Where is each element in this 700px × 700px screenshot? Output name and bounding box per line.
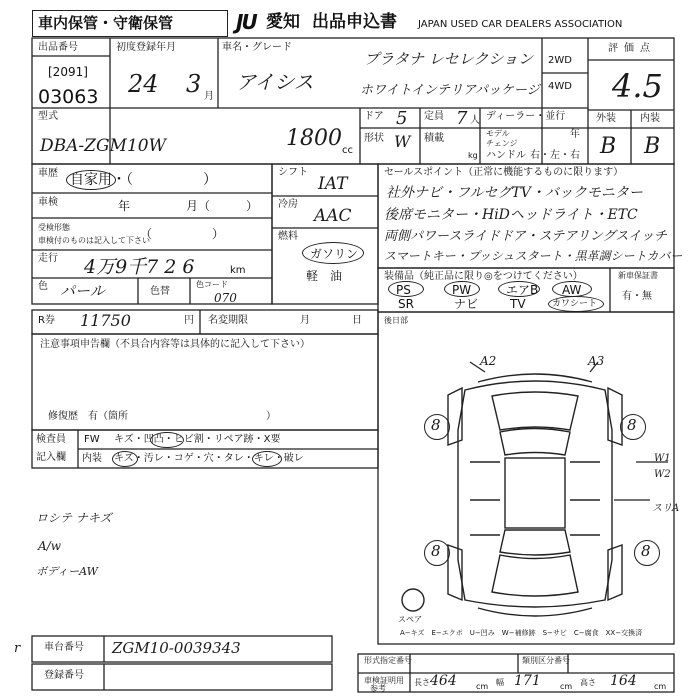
remark-3: ボディーAW: [36, 565, 98, 578]
ac-value: AAC: [314, 206, 352, 226]
color-code-label: 色コード: [196, 280, 228, 289]
lot-sub-number: [2091]: [48, 65, 88, 79]
color-value: パール: [60, 282, 105, 300]
warranty-options: 有・無: [622, 291, 652, 302]
cert-label: 車検証明用: [364, 676, 404, 685]
equip-pw-circle: [444, 281, 480, 297]
chassis-mark: r: [14, 641, 21, 656]
sales-points-label: セールスポイント（正常に機能するものに限ります）: [384, 167, 624, 178]
length-value: 464: [430, 673, 457, 689]
history-value: 自家用・（ ）: [70, 172, 217, 188]
score-label: 評価点: [608, 43, 656, 54]
type-label: 型式: [38, 111, 58, 122]
shape-label: 形状: [364, 133, 384, 144]
equipment-label: 装備品（純正品に限り◎をつけてください）: [384, 271, 583, 282]
load-unit: kg: [468, 151, 478, 160]
shift-value: IAT: [318, 174, 348, 194]
mark-front-left: A2: [480, 354, 497, 368]
exempt-sub: 車検付のものは記入して下さい: [38, 236, 150, 245]
model-change-label: モデル: [486, 129, 510, 138]
handle-options: 右・左・右: [530, 150, 580, 161]
change-label: チェンジ: [486, 139, 518, 148]
color-swap-label: 色替: [150, 286, 170, 297]
cc-value: 1800: [286, 126, 342, 151]
package: ホワイトインテリアパッケージ: [360, 83, 540, 98]
notes-label: 注意事項申告欄（不具合内容等は具体的に記入して下さい）: [40, 339, 310, 350]
shape-value: W: [394, 132, 411, 151]
grade: プラタナ レセレクション: [364, 50, 534, 68]
mark-side-3: スリA: [652, 503, 680, 514]
height-label: 高さ: [580, 678, 596, 687]
sales-point-3: 両側パワースライドドア・ステアリングスイッチ: [384, 229, 667, 244]
registration-month-unit: 月: [204, 91, 214, 102]
fuel-gasoline: ガソリン: [310, 247, 359, 261]
interior-label: 内装: [640, 113, 660, 124]
assoc-name: JAPAN USED CAR DEALERS ASSOCIATION: [418, 19, 623, 30]
equip-ps: PS: [396, 283, 411, 297]
mileage-value: 4万9千7 2 6: [84, 256, 195, 278]
inspection-month: 月（ ）: [186, 199, 259, 213]
equip-pw: PW: [452, 283, 472, 297]
model-name: アイシス: [236, 70, 314, 94]
cc-unit: cc: [342, 145, 353, 156]
lot-label: 出品番号: [38, 42, 78, 53]
recycle-unit: 円: [184, 315, 194, 326]
doors-value: 5: [396, 108, 408, 129]
registration-month: 3: [186, 70, 202, 98]
lot-number: 03063: [38, 86, 99, 108]
name-change-label: 名変期限: [208, 315, 248, 326]
inspection-circle-3: [252, 451, 282, 467]
load-label: 積載: [424, 133, 444, 144]
mileage-unit: km: [230, 265, 246, 276]
remark-2: A/w: [38, 539, 61, 553]
tire-rl: 8: [431, 542, 441, 560]
ju-logo: JU: [236, 10, 256, 34]
equip-ps-circle: [388, 281, 424, 297]
color-code: 070: [214, 291, 237, 305]
equip-leather: カワシート: [552, 299, 598, 309]
org-name: 愛知: [266, 12, 300, 32]
equip-leather-circle: [548, 296, 604, 312]
change-year: 年: [570, 129, 580, 140]
tire-fr: 8: [627, 416, 637, 434]
fuel-label: 燃料: [278, 231, 298, 242]
history-label: 車歴: [38, 168, 58, 179]
exterior-grade: B: [600, 134, 617, 159]
repair-label: 修復歴 有（箇所: [48, 411, 128, 422]
length-label: 長さ: [414, 678, 430, 687]
repair-close: ）: [266, 411, 276, 422]
mark-side-w1: W1: [654, 453, 671, 464]
mark-side-w2: W2: [654, 469, 671, 480]
name-change-month: 月: [300, 315, 310, 326]
width-label: 幅: [496, 678, 504, 687]
interior-grade: B: [644, 134, 661, 159]
inspection-circle-2: [112, 451, 138, 467]
recycle-value: 11750: [80, 311, 131, 330]
handle-label: ハンドル: [486, 150, 526, 161]
history-circle: [66, 170, 116, 190]
width-value: 171: [514, 673, 541, 689]
exempt-label: 受検形態: [38, 223, 70, 232]
length-unit: cm: [476, 682, 489, 691]
inspection-row2-prefix: 内装: [82, 453, 102, 464]
inspection-label: 車検: [38, 197, 58, 208]
capacity-unit: 人: [470, 115, 480, 126]
inspection-circle-1: [150, 432, 184, 448]
color-label: 色: [38, 281, 48, 292]
equip-aw-circle: [552, 281, 592, 297]
mark-front-right: A3: [588, 354, 605, 368]
equip-airbag: エアB: [506, 283, 539, 297]
inspector-label-2: 記入欄: [36, 452, 66, 463]
drive-2wd: 2WD: [548, 55, 572, 66]
exempt-value: （ ）: [140, 227, 225, 241]
fuel-circle: [302, 242, 364, 264]
warranty-label: 新車保証書: [618, 271, 658, 280]
height-unit: cm: [654, 682, 667, 691]
registration-label: 初度登録年月: [116, 42, 176, 53]
dealer-label: ディーラー・並行: [486, 111, 566, 122]
inspection-row2: キズ・汚レ・コゲ・穴・タレ・キレ・破レ: [114, 453, 304, 464]
score-value: 4.5: [612, 67, 663, 105]
drive-4wd: 4WD: [548, 81, 572, 92]
recycle-label: R券: [38, 315, 55, 326]
inspection-row1-prefix: FW: [84, 434, 100, 445]
capacity-label: 定員: [424, 111, 444, 122]
sales-point-4: スマートキー・プッシュスタート・黒革調シートカバー: [384, 249, 683, 263]
category-label: 類別区分番号: [522, 656, 570, 665]
equip-tv: TV: [510, 297, 526, 311]
equip-sr: SR: [398, 297, 414, 311]
form-title: 出品申込書: [312, 12, 397, 32]
chassis-value: ZGM10-0039343: [112, 639, 241, 657]
mileage-label: 走行: [38, 253, 58, 264]
plate-label: 登録番号: [44, 670, 84, 681]
tire-rr: 8: [641, 542, 651, 560]
capacity-value: 7: [456, 108, 468, 129]
width-unit: cm: [560, 682, 573, 691]
height-value: 164: [610, 673, 637, 689]
equip-airbag-circle: [498, 281, 540, 297]
remark-1: ロシテ ナキズ: [36, 511, 112, 525]
storage-label: 車内保管・守衛保管: [38, 14, 174, 32]
type-number-label: 形式指定番号: [364, 656, 412, 665]
damage-legend: A−キズ E−エクボ U−凹み W−補修跡 S−サビ C−腐食 XX−交換済: [400, 629, 643, 637]
rear-label: 後日部: [384, 316, 408, 325]
name-change-day: 日: [352, 315, 362, 326]
exterior-label: 外装: [596, 113, 616, 124]
spare-label: スペア: [398, 615, 422, 624]
equip-aw: AW: [562, 283, 582, 297]
ac-label: 冷房: [278, 199, 298, 210]
ref-label: 参考: [370, 684, 386, 693]
shift-label: シフト: [278, 167, 308, 178]
chassis-label: 車台番号: [44, 642, 84, 653]
equip-navi: ナビ: [454, 297, 479, 311]
tire-fl: 8: [431, 416, 441, 434]
fuel-diesel: 軽 油: [306, 269, 343, 283]
inspection-row1: キズ・凹凸・ヒビ割・リペア跡・X要: [114, 434, 281, 445]
inspection-year: 年: [118, 199, 131, 213]
model-label: 車名・グレード: [222, 42, 292, 53]
type-value: DBA-ZGM10W: [40, 136, 167, 156]
doors-label: ドア: [364, 111, 384, 122]
inspector-label: 検査員: [36, 434, 66, 445]
sales-point-1: 社外ナビ・フルセグTV・バックモニター: [386, 185, 643, 201]
sales-point-2: 後席モニター・HiDヘッドライト・ETC: [384, 207, 638, 223]
registration-year: 24: [128, 70, 159, 98]
